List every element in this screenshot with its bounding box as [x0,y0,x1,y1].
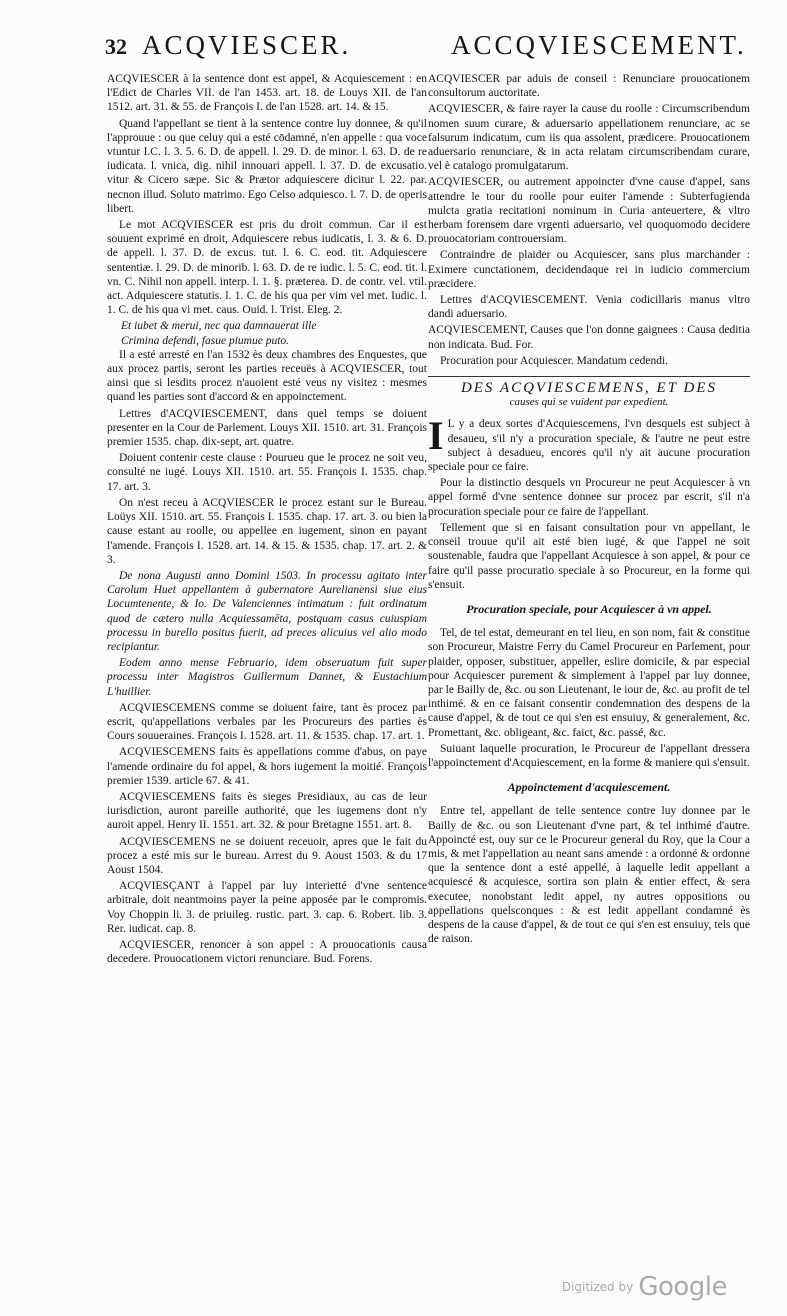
paragraph: ACQVIESCER par aduis de conseil : Renunciare prouocationem consultorum auctoritate. [428,73,750,100]
paragraph: ACQVIESCEMENS faits ès sieges Presidiaux, au cas de leur iurisdiction, auront pareille authorité, que les iugemens dont n'y auroit appel. Henry II. 1551. art. 32. & pour Bretagne 1551. art. 8. [107,790,427,832]
verse-line: Crimina defendi, fasue piumue puto. [121,334,290,347]
paragraph: Le mot ACQVIESCER est pris du droit commun. Car il est souuent exprimé en droit, Adquiescere rebus iudicatis, l. 3. & 6. D. de appell. l. 37. D. de excus. tut. l. 6. C. eod. tit. Adquiescere sententiæ. l. 29. D. de minorib. l. 63. D. de re iudic. l. 5. C. eod. tit. l. vn. C. Nihil non appell. interp. l. 1. §. præterea. D. de contr. vel. vtil. act. Adquiescere statutis. l. 1. C. de his qua per vim vel met. Iudic. l. 1. C. de his qua vi met. caus. Ouid. l. Trist. Eleg. 2. [107,219,427,317]
paragraph: ACQVIESCER, renoncer à son appel : A prouocationis causa decedere. Prouocationem victori renunciare. Bud. Forens. [107,938,427,966]
section-heading: DES ACQVIESCEMENS, ET DES [428,376,750,395]
paragraph: ACQVIESCER, ou autrement appoincter d'vne cause d'appel, sans attendre le tour du roolle pour euiter l'amende : Subterfugienda mulcta gratia recitationi nominum in Curia anteuertere, & vltro herbam forensem dare vrgenti aduersario, vel quoquomodo decidere prouocatoriam controuersiam. [428,176,750,246]
paragraph: ACQVIESÇANT à l'appel par luy interietté d'vne sentence arbitrale, doit neantmoins payer la peine apposée par le compromis. Voy Choppin li. 3. de priuileg. rustic. part. 3. cap. 6. Robert. lib. 3. Rer. iudicat. cap. 8. [107,880,427,935]
paragraph: Doiuent contenir ceste clause : Pourueu que le procez ne soit veu, consulté ne iugé. Louys XII. 1510. art. 55. François I. 1535. chap. 17. art. 3. [107,452,427,493]
verse-line: Et iubet & merui, nec qua damnauerat ille [121,320,317,333]
paragraph: Tel, de tel estat, demeurant en tel lieu, en son nom, fait & constitue son Procureur, Maistre Ferry du Camel Procureur en Parlement, pour plaider, opposer, substituer, appeller, eslire domicile, & par especial pour Acquiescer purement & simplement à l'appel par luy donnee, par le Bailly de, &c. ou son Lieutenant, le iour de, &c. au profit de tel inthimé. & en ce faisant consentir condemnation des despens de la cause d'appel, & de tout ce qui s'en est ensuiuy, & generalement, &c. Promettant, &c. obligeant, &c. faict, &c. passé, &c. [428,627,750,739]
paragraph: Contraindre de plaider ou Acquiescer, sans plus marchander : Eximere cunctationem, decidendaque rei in iudicio commercium præcidere. [428,249,750,290]
page-header [105,30,745,70]
paragraph: Suiuant laquelle procuration, le Procureur de l'appellant dressera l'appoinctement d'Acquiescement, en la forme & maniere qui s'ensuit. [428,742,750,769]
right-column [428,72,750,948]
paragraph: Il a esté arresté en l'an 1532 ès deux chambres des Enquestes, que aux procez partis, seront les parties receuës à ACQVIESCER, tout ainsi que si lesdits procez n'auoient esté veus ny visitez : mesmes quand les parties sont d'accord & en appoinctement. [107,348,427,404]
paragraph: ACQVIESCEMENS faits ès appellations comme d'abus, on paye l'amende ordinaire du fol appel, & hors iugement la moitié. François premier 1539. article 67. & 41. [107,746,427,787]
paragraph: Quand l'appellant se tient à la sentence contre luy donnee, & qu'il l'approuue : ou que celuy qui a esté cōdamné, n'en appelle : qua voce vtuntur I.C. l. 3. 5. 6. D. de appell. l. 29. D. de minor. l. 63. D. de re iudicata. l. vnica, dig. nihil innouari appell. l. 37. D. de excusatio. vitur & Cicero sæpe. Sic & Prætor adquiescere dicitur l. 22. par. necnon illud. Soluto matrimo. Ego Celso adquiesco. l. 7. D. de operis libert. [107,117,427,215]
paragraph [428,413,750,474]
drop-cap: I [428,413,444,459]
paragraph: Pour la distinctio desquels vn Procureur ne peut Acquiescer à vn appel formé d'vne sentence donnee sur procez par escrit, s'il n'a procuration speciale pour ce faire de l'appellant. [428,477,750,518]
verse-quote [107,319,427,347]
running-head-left: ACQVIESCER. [142,30,352,60]
paragraph-text: L y a deux sortes d'Acquiescemens, l'vn desquels est subject à desaueu, s'il n'y a procuration speciale, & l'autre ne peut estre subject à desadueu, encores qu'il n'y ait aucune procuration speciale pour ce faire. [428,418,750,474]
paragraph: ACQVIESCEMENS comme se doiuent faire, tant ès procez par escrit, qu'appellations verbales par les Procureurs des parties ès Cours souueraines. François I. 1528. art. 11. & 1535. chap. 17. art. 1. [107,701,427,743]
paragraph: On n'est receu à ACQVIESCER le procez estant sur le Bureau. Loüys XII. 1510. art. 55. François I. 1535. chap. 17. art. 3. ou bien la cause estant au roolle, ou appellee en iugement, sinon en payant l'amende. François I. 1528. art. 14. & 15. & 1535. chap. 17. art. 2. & 3. [107,496,427,566]
paragraph: ACQVIESCEMENS ne se doiuent receuoir, apres que le fait du procez a esté mis sur le bureau. Arrest du 9. Aoust 1503. & du 17 Aoust 1504. [107,835,427,876]
paragraph: Tellement que si en faisant consultation pour vn appellant, le conseil trouue qu'il ait esté bien iugé, & que l'appel ne soit soustenable, faudra que l'appellant Acquiesce à son appel, & pour ce faire qu'il passe procuratio speciale à so Procureur, en la forme qui s'ensuit. [428,521,750,591]
appointement-title: Appoinctement d'acquiescement. [507,780,671,795]
running-head-right: ACCQVIESCEMENT. [451,30,747,60]
watermark-prefix: Digitized by [561,1280,634,1294]
google-logo: Google [638,1272,727,1302]
paragraph: Lettres d'ACQVIESCEMENT. Venia codicillaris manus vltro dandi aduersario. [428,294,750,321]
digitized-watermark [562,1272,727,1302]
page-number: 32 [105,34,127,59]
paragraph: Procuration pour Acquiescer. Mandatum cedendi. [440,354,669,367]
paragraph: ACQVIESCEMENT, Causes que l'on donne gaignees : Causa deditia non indicata. Bud. For. [428,324,750,351]
paragraph: Lettres d'ACQVIESCEMENT, dans quel temps se doiuent presenter en la Cour de Parlement. Louys XII. 1510. art. 31. François premier 1535. chap. dix-sept, art. quatre. [107,407,427,449]
paragraph: ACQVIESCER à la sentence dont est appel, & Acquiescement : en l'Edict de Charles VII. de l'an 1453. art. 18. de Louys XII. de l'an 1512. art. 31. & 55. de François I. de l'an 1528. art. 14. & 15. [107,73,427,114]
procuration-title: Procuration speciale, pour Acquiescer à vn appel. [466,601,712,616]
paragraph: Eodem anno mense Februario, idem obseruatum fuit super processu inter Magistros Guillermum Dannet, & Eustachium L'huillier. [107,657,427,698]
paragraph: De nona Augusti anno Domini 1503. In processu agitato inter Carolum Huet appellantem à gubernatore Aurelianensi siue eius Locumtenente, & Io. De Valenciennes intimatum : fuit ordinatum quod de cætero nulla Acquiessamēta, postquam casus cuiuspiam processu in burello positus fuerit, ad preces alicuius vel alio modo recipiantur. [107,569,427,653]
section-subheading: causes qui se vuident par expedient. [509,396,669,409]
left-column [107,72,427,968]
paragraph: Entre tel, appellant de telle sentence contre luy donnee par le Bailly de &c. ou son Lieutenant d'vne part, & tel inthimé d'autre. Appoincté est, ouy sur ce le Procureur general du Roy, que la Cour a mis, & met l'appellation au neant sans amende : a ordonné & ordonne que la sentence dont a esté appellé, à laquelle ledit appellant a acquiescé & acquiesce, sortira son plain & entier effect, & sera executee, nonobstant ledit appel, ny autres oppositions ou appellations quelsconques : & est ledit appellant condamné ès despens de la cause d'appel, & de tout ce qui s'en est ensuiuy, tels que de raison. [428,805,750,946]
paragraph: ACQVIESCER, & faire rayer la cause du roolle : Circumscribendum nomen suum curare, & aduersario appellationem renunciare, ac se falsurum indicatum, cum iis qua assolent, prædicere. Prouocationem aduersario renunciare, & in acta relatam circumscribendam curare, vel è catalogo promulgatarum. [428,103,750,173]
